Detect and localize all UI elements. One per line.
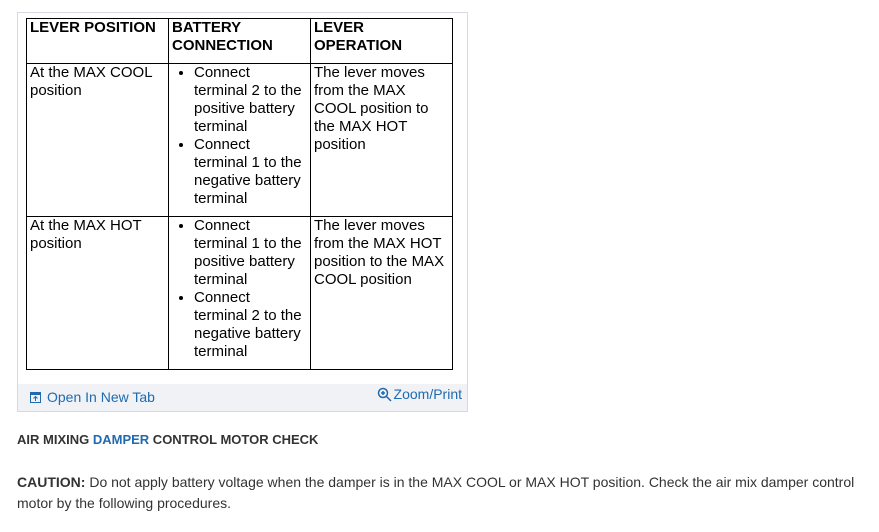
caution-paragraph (17, 472, 867, 514)
header-lever-operation: LEVER OPERATION (311, 19, 453, 64)
cell-position: At the MAX HOT position (27, 217, 169, 370)
list-item: • Connect terminal 1 to the negative battery terminal (194, 136, 307, 208)
table-row (27, 64, 453, 217)
list-item: • Connect terminal 2 to the positive battery terminal (194, 64, 307, 136)
cell-connection (169, 64, 311, 217)
header-battery-connection: BATTERY CONNECTION (169, 19, 311, 64)
lever-table (26, 18, 453, 370)
cell-operation: The lever moves from the MAX HOT position to the MAX COOL position (311, 217, 453, 370)
cell-position: At the MAX COOL position (27, 64, 169, 217)
header-lever-position: LEVER POSITION (27, 19, 169, 64)
zoom-print-label: Zoom/Print (393, 386, 462, 402)
caution-label: CAUTION: (17, 474, 86, 490)
zoom-print-link[interactable] (377, 386, 462, 402)
open-in-new-tab-label: Open In New Tab (47, 389, 155, 405)
cell-connection (169, 217, 311, 370)
open-in-new-tab-link[interactable] (30, 389, 155, 405)
cell-operation: The lever moves from the MAX COOL position to the MAX HOT position (311, 64, 453, 217)
table-row (27, 217, 453, 370)
section-heading (17, 432, 318, 447)
list-item: • Connect terminal 1 to the positive battery terminal (194, 217, 307, 289)
table-figure (17, 12, 468, 412)
damper-link[interactable]: DAMPER (92, 432, 150, 447)
caution-text: Do not apply battery voltage when the damper is in the MAX COOL or MAX HOT position. Check the air mix damper control motor by the following procedures. (17, 474, 855, 511)
zoom-in-icon (377, 387, 392, 402)
heading-text: AIR MIXING (17, 432, 93, 447)
list-item: • Connect terminal 2 to the negative battery terminal (194, 289, 307, 361)
new-tab-icon (30, 392, 41, 403)
heading-text: CONTROL MOTOR CHECK (149, 432, 319, 447)
figure-footer (18, 384, 467, 411)
